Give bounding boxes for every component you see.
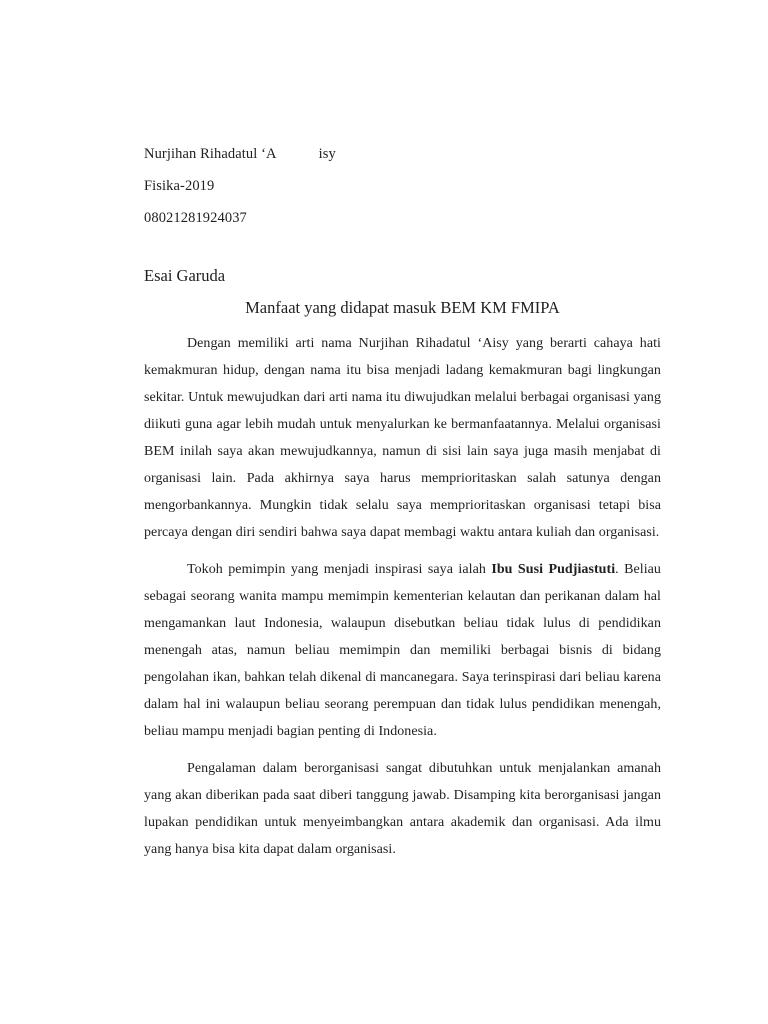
paragraph-2-intro: Tokoh pemimpin yang menjadi inspirasi saya ialah (187, 562, 492, 577)
paragraph-1: Dengan memiliki arti nama Nurjihan Rihadatul ‘Aisy yang berarti cahaya hati kemakmuran hidup, dengan nama itu bisa menjadi ladang kemakmuran bagi lingkungan sekitar. Untuk mewujudkan dari arti nama itu diwujudkan melalui berbagai organisasi yang diikuti guna agar lebih mudah untuk menyalurkan ke bermanfaatannya. Melalui organisasi BEM inilah saya akan mewujudkannya, namun di sisi lain saya juga masih menjabat di organisasi lain. Pada akhirnya saya harus memprioritaskan salah satunya dengan mengorbankannya. Mungkin tidak selalu saya memprioritaskan organisasi tetapi bisa percaya dengan diri sendiri bahwa saya dapat membagi waktu antara kuliah dan organisasi. (144, 336, 661, 540)
essay-title: Manfaat yang didapat masuk BEM KM FMIPA (245, 298, 560, 317)
author-name-part1: Nurjihan Rihadatul ‘A (144, 146, 277, 162)
author-program: Fisika-2019 (144, 178, 215, 194)
paragraph-2 (144, 556, 661, 745)
inspiration-name: Ibu Susi Pudjiastuti (491, 562, 616, 577)
author-name (144, 145, 661, 164)
author-name-part2: isy (318, 146, 336, 162)
essay-label: Esai Garuda (144, 266, 226, 285)
paragraph-2-body: . Beliau sebagai seorang wanita mampu memimpin kementerian kelautan dan perikanan dalam hal mengamankan laut Indonesia, walaupun disebutkan beliau tidak lulus di pendidikan menengah atas, namun beliau memimpin dan memiliki berbagai bisnis di bidang pengolahan ikan, bahkan telah dikenal di mancanegara. Saya terinspirasi dari beliau karena dalam hal ini walaupun beliau seorang perempuan dan tidak lulus pendidikan menengah, beliau mampu menjadi bagian penting di Indonesia. (144, 562, 661, 739)
paragraph-3: Pengalaman dalam berorganisasi sangat dibutuhkan untuk menjalankan amanah yang akan diberikan pada saat diberi tanggung jawab. Disamping kita berorganisasi jangan lupakan pendidikan untuk menyeimbangkan antara akademik dan organisasi. Ada ilmu yang hanya bisa kita dapat dalam organisasi. (144, 761, 661, 857)
author-phone: 08021281924037 (144, 210, 247, 226)
